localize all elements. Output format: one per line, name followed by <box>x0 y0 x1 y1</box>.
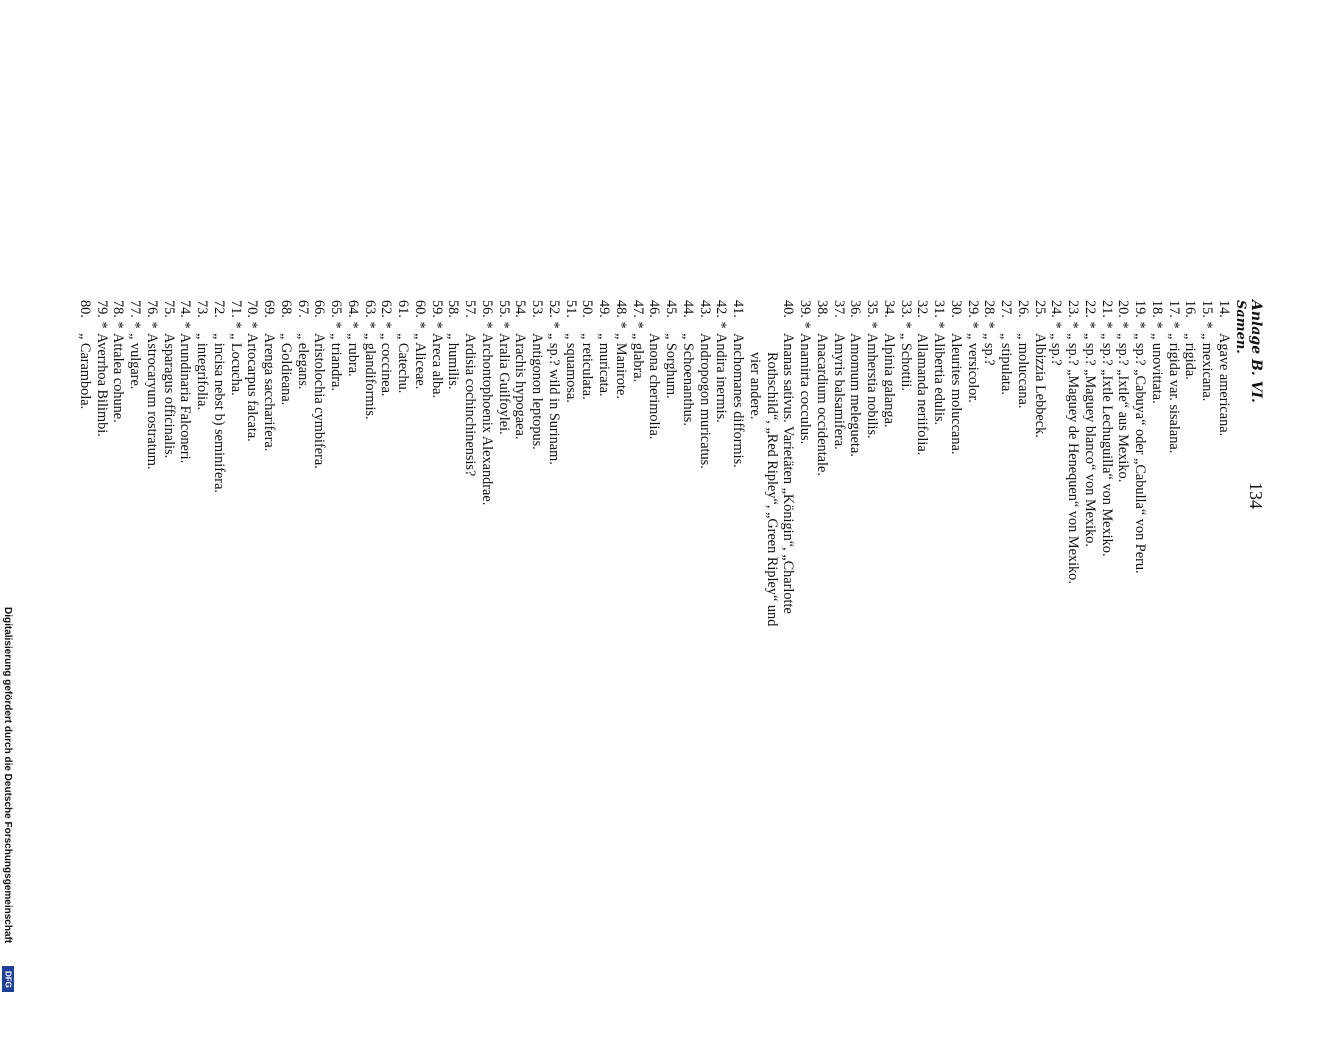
section-subtitle: Samen. <box>1233 300 1248 354</box>
entry-text: „ Goldieana. <box>278 333 294 406</box>
list-item <box>93 300 110 1020</box>
list-item <box>462 300 479 1020</box>
list-item <box>847 300 864 1020</box>
entry-text: vier andere. <box>747 352 763 420</box>
list-item <box>445 300 462 1020</box>
list-item <box>512 300 529 1020</box>
entry-text: Aristolochia cymbifera. <box>311 333 328 469</box>
entry-text: „ humilis. <box>445 333 462 390</box>
list-item <box>110 300 127 1020</box>
list-item <box>277 300 294 1020</box>
entry-number: 22. * <box>1082 300 1098 329</box>
entry-number: 52. * <box>546 300 562 329</box>
list-item <box>395 300 412 1020</box>
entry-number: 31. * <box>931 300 948 329</box>
entry-number: 18. * <box>1149 300 1165 329</box>
entry-text: Allamanda neriifolia. <box>914 333 931 456</box>
entry-text: Artocarpus falcata. <box>244 333 261 442</box>
entry-text: Amyris balsamifera. <box>830 333 847 450</box>
list-item <box>830 300 847 1020</box>
list-item <box>478 300 495 1020</box>
list-item <box>780 300 797 1020</box>
entry-number: 15. * <box>1199 300 1216 329</box>
entry-text: Antigonon leptopus. <box>529 333 546 450</box>
list-item <box>646 300 663 1020</box>
entry-number: 56. * <box>479 300 495 329</box>
list-item <box>696 300 713 1020</box>
entry-text: „ muricata. <box>596 333 613 397</box>
entry-text: „ integrifolia. <box>194 333 211 411</box>
list-item <box>880 300 897 1020</box>
list-item <box>813 300 830 1020</box>
entry-text: Rothschild“, „Red Ripley“, „Green Ripley“ und <box>763 352 780 627</box>
entry-text: Alibertia edulis. <box>931 333 948 426</box>
list-item <box>981 300 998 1020</box>
entry-number: 41. <box>730 300 747 318</box>
page-number: 134 <box>1246 482 1266 509</box>
entry-number: 24. * <box>1048 300 1065 329</box>
list-item <box>1165 300 1182 1020</box>
entry-text: Andira inermis. <box>713 333 730 423</box>
entry-text: „ sp.? <box>1048 333 1065 366</box>
entry-text: Astrocaryum rostratum. <box>144 333 160 470</box>
list-item <box>746 300 763 1020</box>
entry-text: Agave americana. <box>1216 333 1232 437</box>
list-item <box>1132 300 1149 1020</box>
entry-text: „ triandra. <box>328 333 345 391</box>
entry-number: 20. * <box>1115 300 1132 329</box>
entry-text: „ sp.? „Ixtle“ aus Mexiko. <box>1115 333 1132 483</box>
list-item <box>1098 300 1115 1020</box>
entry-text: „ elegans. <box>294 333 311 390</box>
entry-text: Anamirta cocculus. <box>797 333 814 445</box>
entry-number: 68. <box>278 300 294 318</box>
entry-text: „ sp.? „Ixtle Lechuguilla“ von Mexiko. <box>1098 333 1115 557</box>
entry-number: 53. <box>529 300 546 318</box>
list-item <box>1014 300 1031 1020</box>
list-item <box>177 300 194 1020</box>
entry-number: 59. * <box>428 300 445 329</box>
entry-text: „ rigida. <box>1182 333 1199 380</box>
list-item <box>931 300 948 1020</box>
entry-number: 66. <box>311 300 328 318</box>
list-item <box>964 300 981 1020</box>
entry-number: 36. <box>847 300 864 318</box>
list-item <box>411 300 428 1020</box>
entry-text: Andropogon muricatus. <box>696 333 713 469</box>
entry-number: 33. * <box>897 300 914 329</box>
entry-number: 38. <box>814 300 830 318</box>
list-item <box>612 300 629 1020</box>
entry-number: 65. * <box>328 300 345 329</box>
list-item <box>328 300 345 1020</box>
entry-text: „ coccinea. <box>378 333 395 397</box>
dfg-logo: DFG <box>2 966 14 992</box>
entry-number: 49. <box>596 300 613 318</box>
list-item <box>127 300 144 1020</box>
list-item <box>1031 300 1048 1020</box>
list-item <box>897 300 914 1020</box>
entry-text: Ardisia cochinchinensis? <box>462 333 479 477</box>
entry-number: 45. <box>663 300 680 318</box>
entry-text: Archontophoenix Alexandrae. <box>479 333 495 506</box>
entry-text: Anacardium occidentale. <box>814 333 830 476</box>
entry-text: Attalea cohune. <box>110 333 127 423</box>
entry-text: „ versicolor. <box>964 333 981 403</box>
entry-text: Alpinia galanga. <box>881 333 897 428</box>
entry-text: „ moluccana. <box>1015 333 1031 409</box>
list-item <box>663 300 680 1020</box>
list-item <box>562 300 579 1020</box>
entry-number: 58. <box>445 300 462 318</box>
entry-text: „ Manirote. <box>613 333 629 399</box>
page-header <box>1228 300 1266 1020</box>
list-item <box>261 300 278 1020</box>
list-item <box>1148 300 1165 1020</box>
entry-text: „ mexicana. <box>1199 333 1216 402</box>
entry-number: 44. <box>680 300 696 318</box>
list-item <box>1048 300 1065 1020</box>
entry-text: Amherstia nobilis. <box>864 333 881 439</box>
entry-number: 14. <box>1216 300 1232 318</box>
entry-number: 39. * <box>797 300 814 329</box>
entry-text: „ Sorghum. <box>663 333 680 399</box>
entry-text: „ rigida var. sisalana. <box>1165 333 1182 454</box>
entry-number: 42. * <box>713 300 730 329</box>
entry-number: 72. <box>211 300 227 318</box>
list-item <box>1115 300 1132 1020</box>
entry-text: Aralia Guilfoylei. <box>495 333 512 435</box>
list-item <box>76 300 93 1020</box>
entry-text: Albizzia Lebbeck. <box>1031 333 1048 438</box>
entry-number: 26. <box>1015 300 1031 318</box>
entry-number: 78. * <box>110 300 127 329</box>
entry-number: 47. * <box>629 300 646 329</box>
entry-number: 40. <box>780 300 797 318</box>
list-item <box>311 300 328 1020</box>
entry-number: 60. * <box>412 300 428 329</box>
entry-number: 17. * <box>1165 300 1182 329</box>
entry-number: 70. * <box>244 300 261 329</box>
entry-number: 32. <box>914 300 931 318</box>
entry-number: 61. <box>395 300 412 318</box>
entry-text: „ Locucha. <box>227 333 244 396</box>
entry-number: 69. <box>261 300 278 318</box>
entry-number: 43. <box>696 300 713 318</box>
list-item <box>294 300 311 1020</box>
entry-number: 67. <box>294 300 311 318</box>
list-item <box>797 300 814 1020</box>
list-item <box>210 300 227 1020</box>
list-item <box>160 300 177 1020</box>
entry-text: „ Schoenanthus. <box>680 333 696 426</box>
list-item <box>194 300 211 1020</box>
funding-credit: Digitalisierung gefördert durch die Deutsche Forschungsgemeinschaft <box>2 607 13 944</box>
entry-number: 71. * <box>227 300 244 329</box>
list-item <box>361 300 378 1020</box>
list-item <box>596 300 613 1020</box>
list-item <box>998 300 1015 1020</box>
entry-number: 28. * <box>981 300 998 329</box>
list-item <box>344 300 361 1020</box>
entry-text: Averrhoa Bilimbi. <box>93 333 110 437</box>
entry-number: 16. <box>1182 300 1199 318</box>
entry-text: „ Schottii. <box>897 333 914 391</box>
entry-number: 73. <box>194 300 211 318</box>
entry-text: „ stipulata. <box>998 333 1015 395</box>
list-item <box>864 300 881 1020</box>
entry-number: 25. <box>1031 300 1048 318</box>
appendix-title: Anlage B. VI. <box>1248 300 1264 403</box>
entry-list <box>76 300 1232 1020</box>
list-item <box>947 300 964 1020</box>
entry-number: 46. <box>646 300 663 318</box>
list-item <box>227 300 244 1020</box>
list-item <box>1199 300 1216 1020</box>
list-item <box>629 300 646 1020</box>
entry-number: 75. <box>160 300 177 318</box>
entry-text: „ squamosa. <box>562 333 579 403</box>
list-item <box>1081 300 1098 1020</box>
list-item <box>579 300 596 1020</box>
entry-text: „ glandiformis. <box>361 333 378 420</box>
list-item <box>378 300 395 1020</box>
entry-text: Amomum melegueta. <box>847 333 864 457</box>
entry-text: Asparagus officinalis. <box>160 333 177 459</box>
entry-number: 54. <box>512 300 529 318</box>
entry-number: 48. * <box>613 300 629 329</box>
entry-text: „ Carambola. <box>77 333 93 410</box>
entry-text: „ sp.? „Maguey blanco“ von Mexiko. <box>1082 333 1098 547</box>
entry-number: 62. * <box>378 300 395 329</box>
entry-number: 30. <box>948 300 964 318</box>
rotated-sheet <box>72 300 1266 1040</box>
entry-number: 64. * <box>345 300 361 329</box>
list-item <box>143 300 160 1020</box>
list-item <box>545 300 562 1020</box>
list-item <box>763 300 780 1020</box>
list-item <box>1182 300 1199 1020</box>
entry-text: „ sp.? wild in Surinam. <box>546 333 562 465</box>
list-item <box>679 300 696 1020</box>
entry-text: „ sp.? <box>981 333 998 366</box>
entry-number: 34. <box>881 300 897 318</box>
entry-text: „ rubra. <box>345 333 361 377</box>
entry-text: „ vulgare. <box>127 333 144 390</box>
entry-text: „ Catechu. <box>395 333 412 394</box>
entry-number: 79. * <box>93 300 110 329</box>
entry-number: 37. <box>830 300 847 318</box>
entry-number: 50. <box>579 300 596 318</box>
list-item <box>914 300 931 1020</box>
list-item <box>1215 300 1232 1020</box>
entry-number: 27. <box>998 300 1015 318</box>
entry-text: „ Aliceae. <box>412 333 428 390</box>
entry-number: 57. <box>462 300 479 318</box>
entry-text: Arenga saccharifera. <box>261 333 278 452</box>
entry-text: „ incisa nebst b) seminifera. <box>211 333 227 493</box>
entry-text: Arachis hypogaea. <box>512 333 529 440</box>
list-item <box>713 300 730 1020</box>
list-item <box>529 300 546 1020</box>
list-item <box>1065 300 1082 1020</box>
entry-number: 74. * <box>177 300 194 329</box>
entry-number: 35. * <box>864 300 881 329</box>
entry-text: „ sp.? „Maguey de Henequen“ von Mexiko. <box>1065 333 1082 584</box>
list-item <box>244 300 261 1020</box>
list-item <box>428 300 445 1020</box>
entry-number: 63. * <box>361 300 378 329</box>
entry-text: „ reticulata. <box>579 333 596 400</box>
entry-number: 55. * <box>495 300 512 329</box>
entry-number: 76. * <box>144 300 160 329</box>
list-item <box>495 300 512 1020</box>
list-item <box>730 300 747 1020</box>
entry-number: 23. * <box>1065 300 1082 329</box>
entry-text: Anchomanes difformis. <box>730 333 747 468</box>
entry-text: „ glabra. <box>629 333 646 383</box>
entry-text: „ sp.? „Cabuya“ oder „Cabulla“ von Peru. <box>1132 333 1149 574</box>
entry-number: 80. <box>77 300 93 318</box>
entry-number: 77. * <box>127 300 144 329</box>
entry-number: 21. * <box>1098 300 1115 329</box>
entry-text: „ unovittata. <box>1149 333 1165 404</box>
entry-text: Arundinaria Falconeri. <box>177 333 194 464</box>
entry-text: Ananas sativus. Varietäten „Königin“, „Charlotte <box>780 333 797 614</box>
entry-number: 19. * <box>1132 300 1149 329</box>
footer-strip <box>0 0 20 1000</box>
entry-text: Aleurites moluccana. <box>948 333 964 455</box>
entry-number: 51. <box>562 300 579 318</box>
entry-number: 29. * <box>964 300 981 329</box>
entry-text: Anona cherimolia. <box>646 333 663 440</box>
entry-text: Areca alba. <box>428 333 445 399</box>
